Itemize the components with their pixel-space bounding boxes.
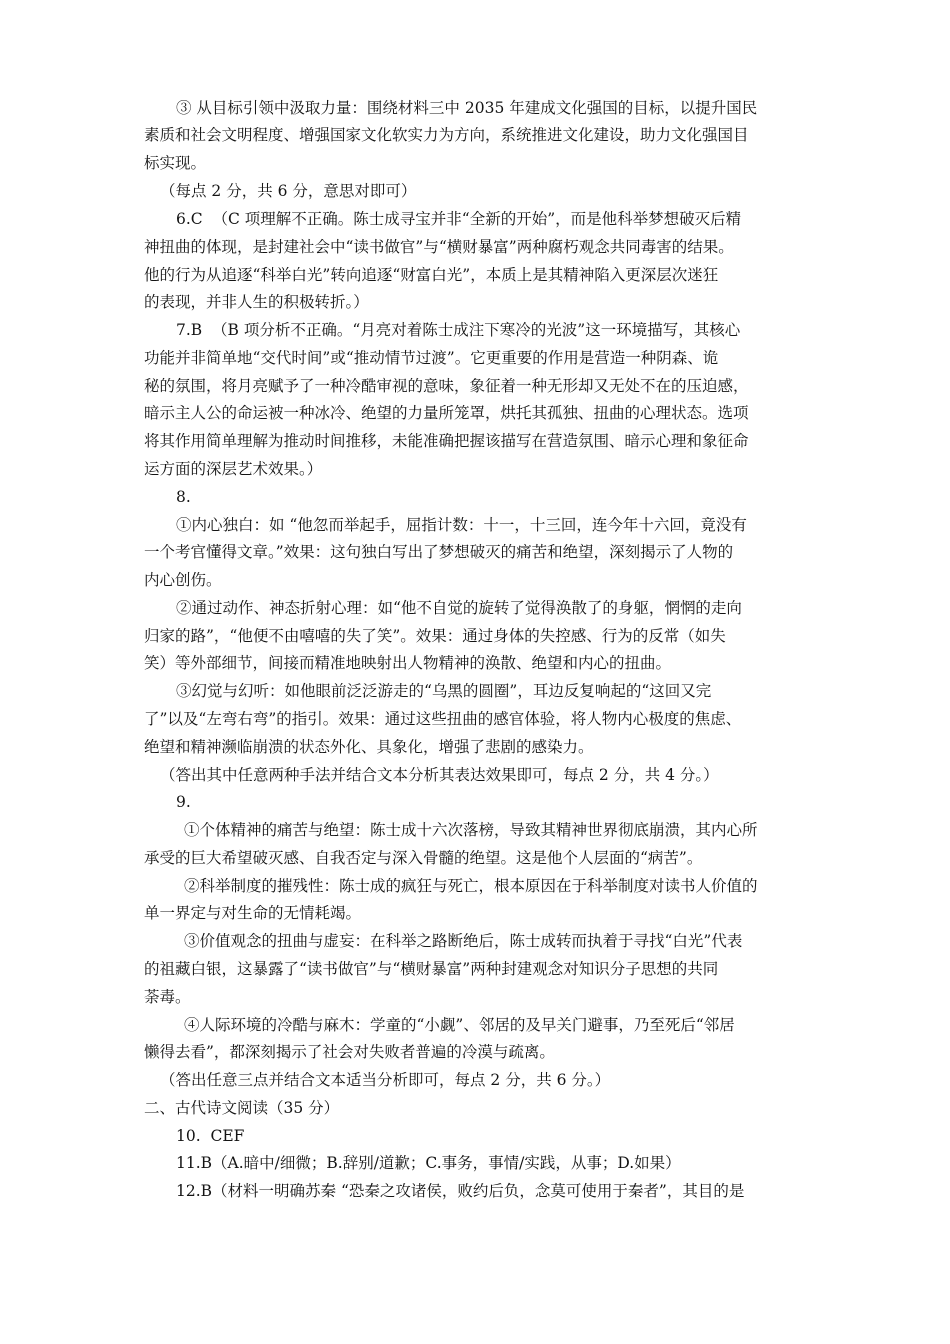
text-line: 10. CEF bbox=[176, 1127, 245, 1145]
text-line: （每点 2 分，共 6 分，意思对即可） bbox=[160, 182, 417, 200]
text-line: ①个体精神的痛苦与绝望：陈士成十六次落榜，导致其精神世界彻底崩溃，其内心所 bbox=[184, 821, 758, 839]
text-line: 内心创伤。 bbox=[144, 571, 222, 589]
text-line: 荼毒。 bbox=[144, 988, 191, 1006]
text-line: 6.C （C 项理解不正确。陈士成寻宝并非“全新的开始”，而是他科举梦想破灭后精 bbox=[176, 210, 742, 228]
text-line: 运方面的深层艺术效果。） bbox=[144, 460, 323, 478]
text-line: 12.B（材料一明确苏秦 “恐秦之攻诸侯，败约后负，念莫可使用于秦者”，其目的是 bbox=[176, 1182, 745, 1200]
text-line: 标实现。 bbox=[144, 154, 207, 172]
text-line: 将其作用简单理解为推动时间推移，未能准确把握该描写在营造氛围、暗示心理和象征命 bbox=[144, 432, 749, 450]
text-line: ②通过动作、神态折射心理：如“他不自觉的旋转了觉得涣散了的身躯，惘惘的走向 bbox=[176, 599, 742, 617]
text-line: 11.B（A.暗中/细微；B.辞别/道歉；C.事务，事情/实践，从事；D.如果） bbox=[176, 1154, 681, 1172]
text-line: 的祖藏白银，这暴露了“读书做官”与“横财暴富”两种封建观念对知识分子思想的共同 bbox=[144, 960, 719, 978]
text-line: 了”以及“左弯右弯”的指引。效果：通过这些扭曲的感官体验，将人物内心极度的焦虑、 bbox=[144, 710, 742, 728]
text-line: 的表现，并非人生的积极转折。） bbox=[144, 293, 369, 311]
text-line: 归家的路”，“他便不由嘻嘻的失了笑”。效果：通过身体的失控感、行为的反常（如失 bbox=[144, 627, 726, 645]
text-line: 懒得去看”，都深刻揭示了社会对失败者普遍的冷漠与疏离。 bbox=[144, 1043, 555, 1061]
text-line: ③幻觉与幻听：如他眼前泛泛游走的“乌黑的圆圈”，耳边反复响起的“这回又完 bbox=[176, 682, 712, 700]
text-line: ④人际环境的冷酷与麻木：学童的“小觑”、邻居的及早关门避事，乃至死后“邻居 bbox=[184, 1016, 735, 1034]
text-line: 神扭曲的体现，是封建社会中“读书做官”与“横财暴富”两种腐朽观念共同毒害的结果。 bbox=[144, 238, 734, 256]
text-line: 单一界定与对生命的无情耗竭。 bbox=[144, 904, 362, 922]
text-line: 秘的氛围，将月亮赋予了一种冷酷审视的意味，象征着一种无形却又无处不在的压迫感， bbox=[144, 377, 749, 395]
text-line: 绝望和精神濒临崩溃的状态外化、具象化，增强了悲剧的感染力。 bbox=[144, 738, 594, 756]
text-line: 暗示主人公的命运被一种冰冷、绝望的力量所笼罩，烘托其孤独、扭曲的心理状态。选项 bbox=[144, 404, 749, 422]
text-line: （答出其中任意两种手法并结合文本分析其表达效果即可，每点 2 分，共 4 分。） bbox=[160, 766, 719, 784]
text-line: ③价值观念的扭曲与虚妄：在科举之路断绝后，陈士成转而执着于寻找“白光”代表 bbox=[184, 932, 743, 950]
section-heading: 二、古代诗文阅读（35 分） bbox=[144, 1099, 340, 1117]
text-line: 7.B （B 项分析不正确。“月亮对着陈士成注下寒冷的光波”这一环境描写，其核心 bbox=[176, 321, 741, 339]
text-line: 一个考官懂得文章。”效果：这句独白写出了梦想破灭的痛苦和绝望，深刻揭示了人物的 bbox=[144, 543, 734, 561]
text-line: 承受的巨大希望破灭感、自我否定与深入骨髓的绝望。这是他个人层面的“病苦”。 bbox=[144, 849, 703, 867]
text-line: 他的行为从追逐“科举白光”转向追逐“财富白光”，本质上是其精神陷入更深层次迷狂 bbox=[144, 266, 719, 284]
text-line: （答出任意三点并结合文本适当分析即可，每点 2 分，共 6 分。） bbox=[160, 1071, 611, 1089]
text-line: 9. bbox=[176, 793, 191, 811]
text-line: 笑）等外部细节，间接而精准地映射出人物精神的涣散、绝望和内心的扭曲。 bbox=[144, 654, 672, 672]
text-line: ②科举制度的摧残性：陈士成的疯狂与死亡，根本原因在于科举制度对读书人价值的 bbox=[184, 877, 758, 895]
text-line: ③ 从目标引领中汲取力量：围绕材料三中 2035 年建成文化强国的目标，以提升国民 bbox=[176, 99, 758, 117]
text-line: 8. bbox=[176, 488, 191, 506]
text-line: 功能并非简单地“交代时间”或“推动情节过渡”。它更重要的作用是营造一种阴森、诡 bbox=[144, 349, 719, 367]
text-line: 素质和社会文明程度、增强国家文化软实力为方向，系统推进文化建设，助力文化强国目 bbox=[144, 126, 749, 144]
text-line: ①内心独白：如 “他忽而举起手，屈指计数：十一，十三回，连今年十六回，竟没有 bbox=[176, 516, 747, 534]
